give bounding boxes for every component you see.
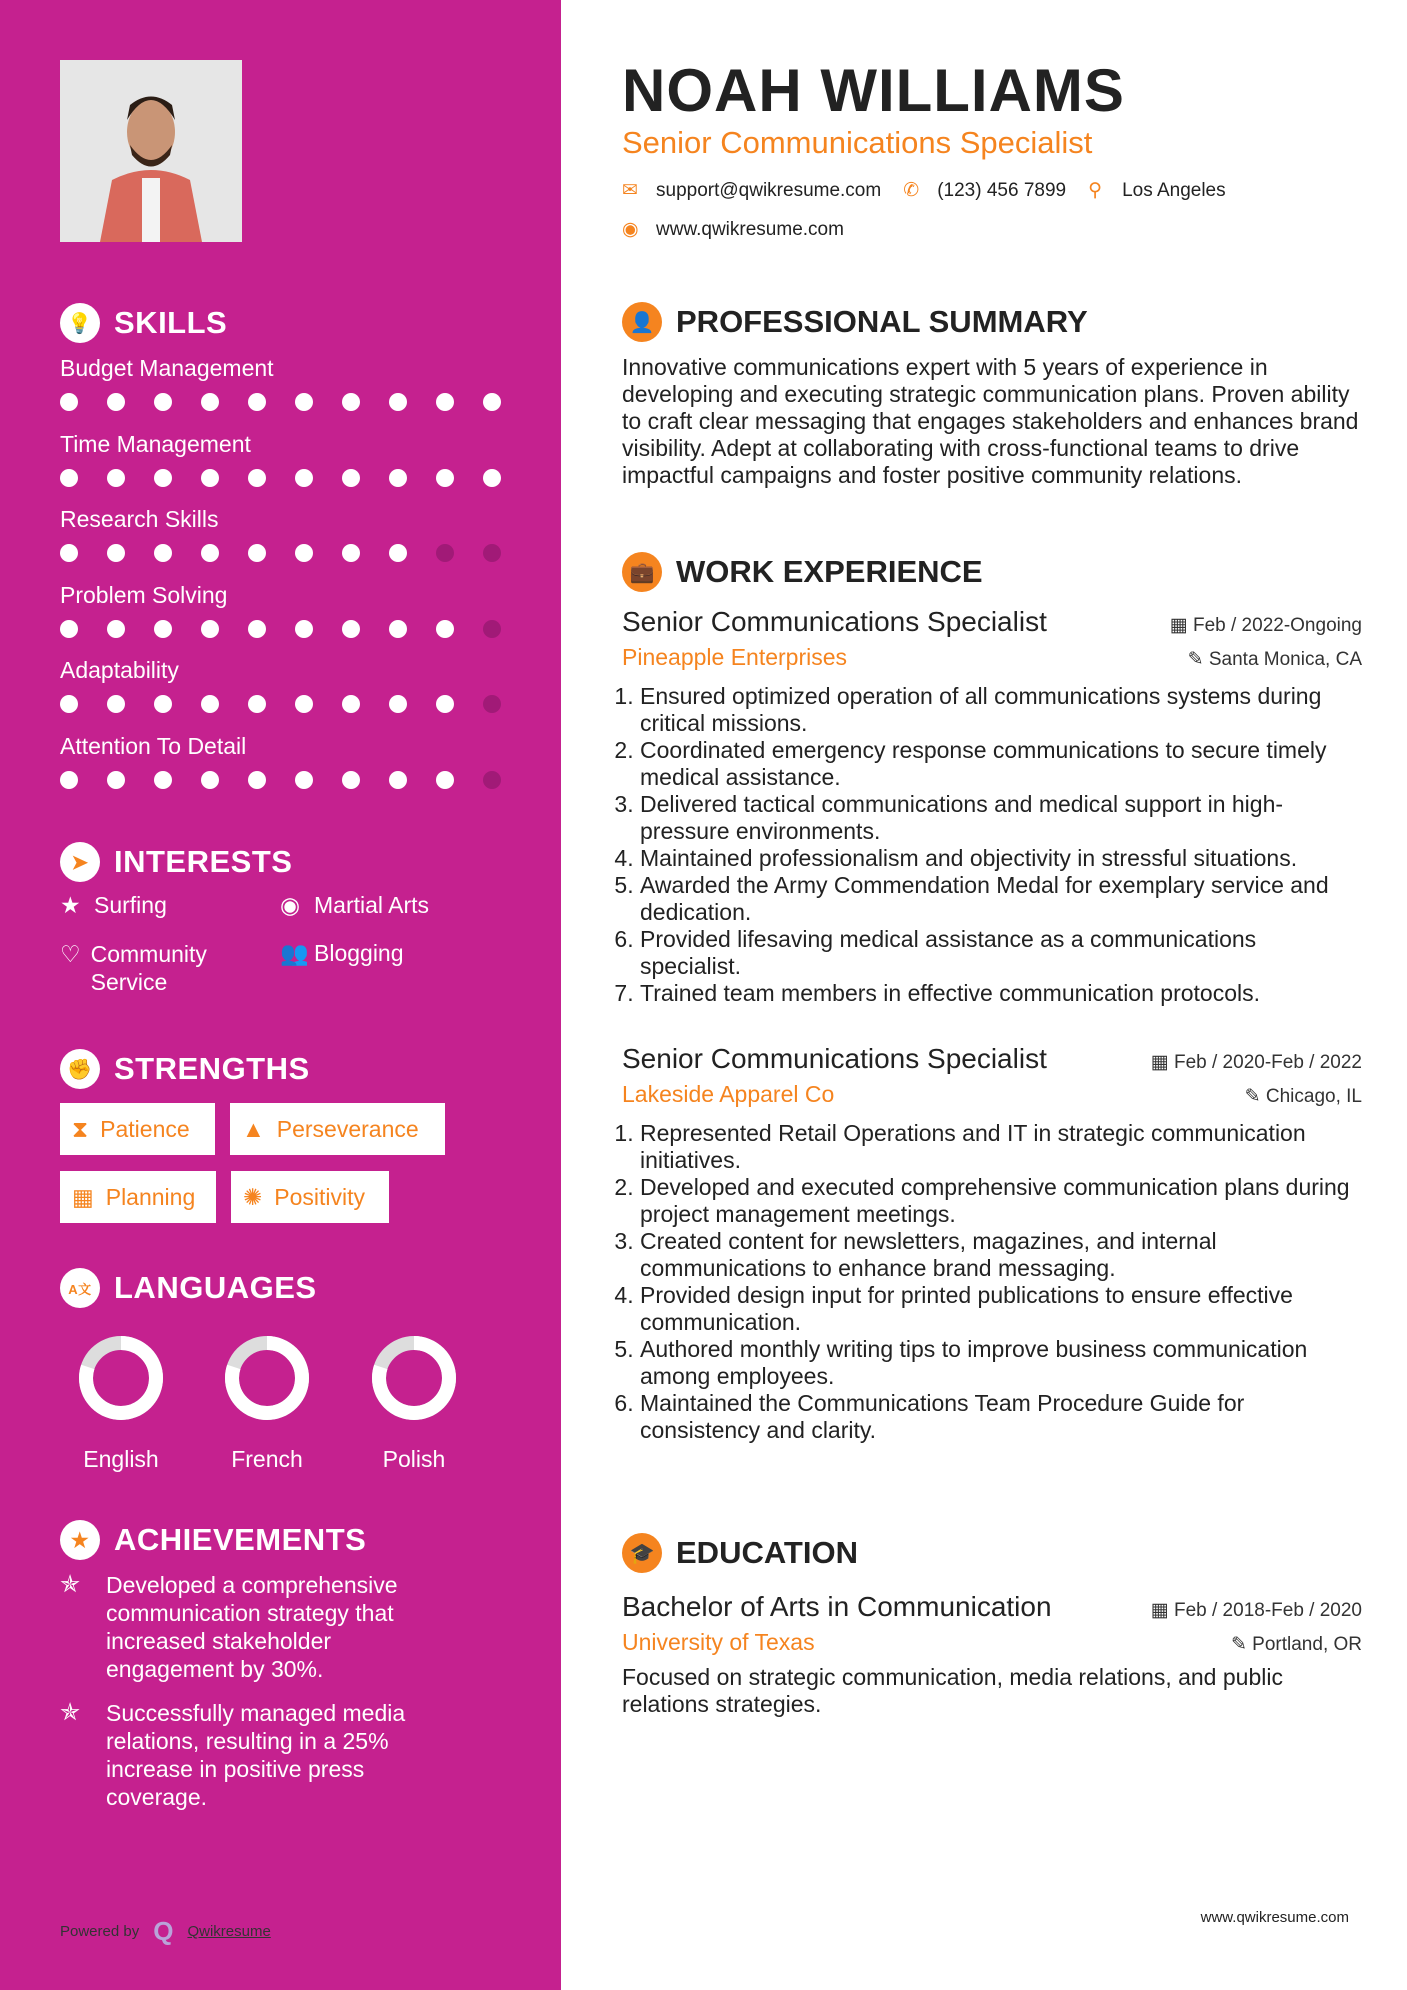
phone: ✆ (123) 456 7899	[903, 179, 1067, 201]
lightbulb-icon: 💡	[60, 303, 100, 343]
school: University of Texas	[622, 1629, 815, 1655]
powered-by: Powered by Q Qwikresume	[60, 1916, 271, 1946]
candidate-title: Senior Communications Specialist	[622, 125, 1093, 160]
language-item	[354, 1333, 474, 1473]
paper-plane-icon: ➤	[60, 842, 100, 882]
skill-rating	[60, 620, 501, 638]
rating-dot	[154, 544, 172, 562]
education-location: ✎ Portland, OR	[1230, 1634, 1362, 1655]
rating-dot	[201, 620, 219, 638]
rating-dot	[248, 544, 266, 562]
rating-dot	[295, 469, 313, 487]
email: ✉ support@qwikresume.com	[622, 179, 882, 201]
rating-dot	[60, 393, 78, 411]
rating-dot	[201, 771, 219, 789]
skills-heading: 💡 SKILLS	[60, 303, 227, 343]
job-entry	[622, 1043, 1362, 1444]
calendar-icon: ▦	[1150, 1600, 1174, 1621]
skill-rating	[60, 393, 501, 411]
strength-tag: ✺ Positivity	[231, 1171, 389, 1223]
rating-dot	[483, 620, 501, 638]
rating-dot	[342, 771, 360, 789]
rating-dot	[483, 695, 501, 713]
header	[622, 56, 1362, 241]
rating-dot	[248, 695, 266, 713]
rating-dot	[201, 393, 219, 411]
job-bullet: 7. Trained team members in effective communication protocols.	[640, 980, 1362, 1007]
job-location: ✎ Chicago, IL	[1244, 1086, 1362, 1107]
job-bullet: 3. Delivered tactical communications and medical support in high-pressure environments.	[640, 791, 1362, 845]
road-icon: ▲	[242, 1115, 265, 1142]
rating-dot	[483, 771, 501, 789]
rating-dot	[483, 393, 501, 411]
rating-dot	[389, 620, 407, 638]
summary-heading: 👤 PROFESSIONAL SUMMARY	[622, 302, 1362, 342]
job-title: Senior Communications Specialist	[622, 606, 1047, 637]
star-icon: ★	[60, 892, 81, 918]
rating-dot	[389, 469, 407, 487]
language-name: French	[231, 1446, 303, 1472]
work-heading: 💼 WORK EXPERIENCE	[622, 552, 1362, 592]
graduate-icon: 🎓	[622, 1533, 662, 1573]
location: ⚲ Los Angeles	[1088, 179, 1226, 201]
language-donut	[207, 1333, 327, 1423]
job-bullet: 6. Maintained the Communications Team Procedure Guide for consistency and clarity.	[640, 1390, 1362, 1444]
rating-dot	[60, 771, 78, 789]
sidebar	[0, 0, 561, 1990]
rating-dot	[60, 544, 78, 562]
skill-label: Attention To Detail	[60, 732, 247, 759]
language-item	[61, 1333, 181, 1473]
calendar-icon: ▦	[72, 1183, 94, 1210]
education-date: ▦ Feb / 2018-Feb / 2020	[1150, 1600, 1362, 1621]
strength-tag: ▲ Perseverance	[230, 1103, 445, 1155]
job-date: ▦ Feb / 2020-Feb / 2022	[1150, 1052, 1362, 1073]
rating-dot	[248, 469, 266, 487]
strength-tag: ⧗ Patience	[60, 1103, 215, 1155]
envelope-icon: ✉	[622, 180, 638, 201]
interests-heading: ➤ INTERESTS	[60, 842, 292, 882]
rating-dot	[154, 695, 172, 713]
job-entry	[622, 606, 1362, 1007]
job-bullet: 5. Awarded the Army Commendation Medal for exemplary service and dedication.	[640, 872, 1362, 926]
translate-icon: A文	[60, 1268, 100, 1308]
rating-dot	[154, 393, 172, 411]
briefcase-icon: 💼	[622, 552, 662, 592]
rating-dot	[342, 620, 360, 638]
rating-dot	[248, 620, 266, 638]
rating-dot	[248, 393, 266, 411]
job-bullet: 1. Represented Retail Operations and IT in strategic communication initiatives.	[640, 1120, 1362, 1174]
language-name: English	[83, 1446, 159, 1472]
rating-dot	[154, 469, 172, 487]
hands-icon: ♡	[60, 941, 81, 967]
rating-dot	[436, 620, 454, 638]
users-icon: 👥	[280, 940, 309, 966]
rating-dot	[295, 620, 313, 638]
skill-rating	[60, 695, 501, 713]
skill-label: Research Skills	[60, 506, 219, 532]
calendar-icon: ▦	[1169, 615, 1193, 636]
rating-dot	[107, 544, 125, 562]
work-section	[622, 552, 1362, 1444]
user-icon: 👤	[622, 302, 662, 342]
profile-photo	[60, 60, 242, 242]
achievement-item: ✯ Successfully managed media relations, resulting in a 25% increase in positive press coverage.	[60, 1699, 406, 1810]
job-bullet: 6. Provided lifesaving medical assistance as a communications specialist.	[640, 926, 1362, 980]
rating-dot	[107, 469, 125, 487]
language-item	[207, 1333, 327, 1473]
rating-dot	[154, 771, 172, 789]
rating-dot	[389, 695, 407, 713]
language-donut	[61, 1333, 181, 1423]
hourglass-icon: ⧗	[72, 1115, 89, 1142]
rating-dot	[107, 620, 125, 638]
globe-icon: ◉	[622, 219, 639, 240]
job-bullet: 5. Authored monthly writing tips to improve business communication among employees.	[640, 1336, 1362, 1390]
rating-dot	[436, 393, 454, 411]
rating-dot	[60, 469, 78, 487]
job-bullet: 2. Developed and executed comprehensive communication plans during project management meetings.	[640, 1174, 1362, 1228]
globe-icon: ◉	[280, 892, 301, 918]
job-bullets	[622, 1120, 1362, 1444]
job-bullet: 2. Coordinated emergency response communications to secure timely medical assistance.	[640, 737, 1362, 791]
rating-dot	[107, 393, 125, 411]
summary-text: Innovative communications expert with 5 years of experience in developing and executing strategic communication plans. Proven ability to craft clear messaging that engages stakeholders and enhances brand visibility. Adept at collaborating with cross-functional teams to drive impactful campaigns and foster positive community relations.	[622, 354, 1359, 488]
phone-icon: ✆	[903, 180, 920, 201]
qwikresume-link[interactable]: Qwikresume	[187, 1923, 271, 1940]
skill-rating	[60, 544, 501, 562]
job-bullet: 4. Maintained professionalism and objectivity in stressful situations.	[640, 845, 1362, 872]
degree: Bachelor of Arts in Communication	[622, 1591, 1052, 1622]
job-bullet: 3. Created content for newsletters, magazines, and internal communications to enhance brand messaging.	[640, 1228, 1362, 1282]
language-donut	[354, 1333, 474, 1423]
star-trophy-icon: ✯	[60, 1699, 81, 1726]
rating-dot	[201, 544, 219, 562]
language-name: Polish	[382, 1446, 446, 1472]
interest-item: ◉ Martial Arts	[280, 892, 430, 918]
map-pin-icon: ⚲	[1088, 180, 1103, 201]
company: Pineapple Enterprises	[622, 644, 848, 670]
rating-dot	[342, 544, 360, 562]
rating-dot	[389, 771, 407, 789]
medal-star-icon: ★	[60, 1520, 100, 1560]
rating-dot	[154, 620, 172, 638]
rating-dot	[342, 469, 360, 487]
rating-dot	[436, 544, 454, 562]
rating-dot	[295, 695, 313, 713]
rating-dot	[295, 771, 313, 789]
rating-dot	[295, 393, 313, 411]
rating-dot	[483, 469, 501, 487]
rating-dot	[248, 771, 266, 789]
rating-dot	[436, 469, 454, 487]
languages-heading: A文 LANGUAGES	[60, 1268, 317, 1308]
sun-icon: ✺	[243, 1183, 263, 1210]
job-bullets	[622, 683, 1362, 1007]
strengths-heading: ✊ STRENGTHS	[60, 1049, 310, 1089]
skill-label: Budget Management	[60, 355, 274, 381]
achievements-heading: ★ ACHIEVEMENTS	[60, 1520, 366, 1560]
rating-dot	[60, 695, 78, 713]
rating-dot	[342, 695, 360, 713]
rating-dot	[436, 771, 454, 789]
rating-dot	[436, 695, 454, 713]
footer-website[interactable]: www.qwikresume.com	[1200, 1909, 1349, 1926]
calendar-icon: ▦	[1150, 1052, 1174, 1073]
job-bullet: 1. Ensured optimized operation of all communications systems during critical missions.	[640, 683, 1362, 737]
pin-icon: ✎	[1244, 1086, 1266, 1107]
summary-section	[622, 302, 1362, 489]
job-bullet: 4. Provided design input for printed publications to ensure effective communication.	[640, 1282, 1362, 1336]
skill-rating	[60, 771, 501, 789]
skill-label: Problem Solving	[60, 581, 228, 608]
job-date: ▦ Feb / 2022-Ongoing	[1169, 615, 1362, 636]
pin-icon: ✎	[1187, 649, 1209, 670]
skill-label: Time Management	[60, 430, 251, 457]
rating-dot	[389, 393, 407, 411]
rating-dot	[201, 469, 219, 487]
star-trophy-icon: ✯	[60, 1571, 81, 1598]
strength-tag: ▦ Planning	[60, 1171, 216, 1223]
education-section	[622, 1533, 1362, 1718]
job-title: Senior Communications Specialist	[622, 1043, 1047, 1074]
pin-icon: ✎	[1230, 1634, 1253, 1655]
rating-dot	[483, 544, 501, 562]
job-location: ✎ Santa Monica, CA	[1187, 649, 1362, 670]
education-text: Focused on strategic communication, media relations, and public relations strategies.	[622, 1664, 1283, 1717]
interest-item: 👥 Blogging	[280, 940, 404, 966]
qwikresume-logo-icon: Q	[153, 1916, 174, 1946]
education-heading: 🎓 EDUCATION	[622, 1533, 1362, 1573]
rating-dot	[60, 620, 78, 638]
interest-item: ★ Surfing	[60, 892, 167, 918]
website: ◉ www.qwikresume.com	[622, 218, 844, 240]
rating-dot	[201, 695, 219, 713]
skill-label: Adaptability	[60, 657, 179, 683]
interest-item: ♡ Community Service	[60, 941, 207, 995]
fist-icon: ✊	[60, 1049, 100, 1089]
candidate-name: NOAH WILLIAMS	[622, 57, 1125, 124]
company: Lakeside Apparel Co	[622, 1081, 835, 1107]
skill-rating	[60, 469, 501, 487]
rating-dot	[342, 393, 360, 411]
rating-dot	[107, 771, 125, 789]
achievement-item: ✯ Developed a comprehensive communication strategy that increased stakeholder engagement by 30%.	[60, 1571, 398, 1682]
rating-dot	[295, 544, 313, 562]
rating-dot	[389, 544, 407, 562]
rating-dot	[107, 695, 125, 713]
